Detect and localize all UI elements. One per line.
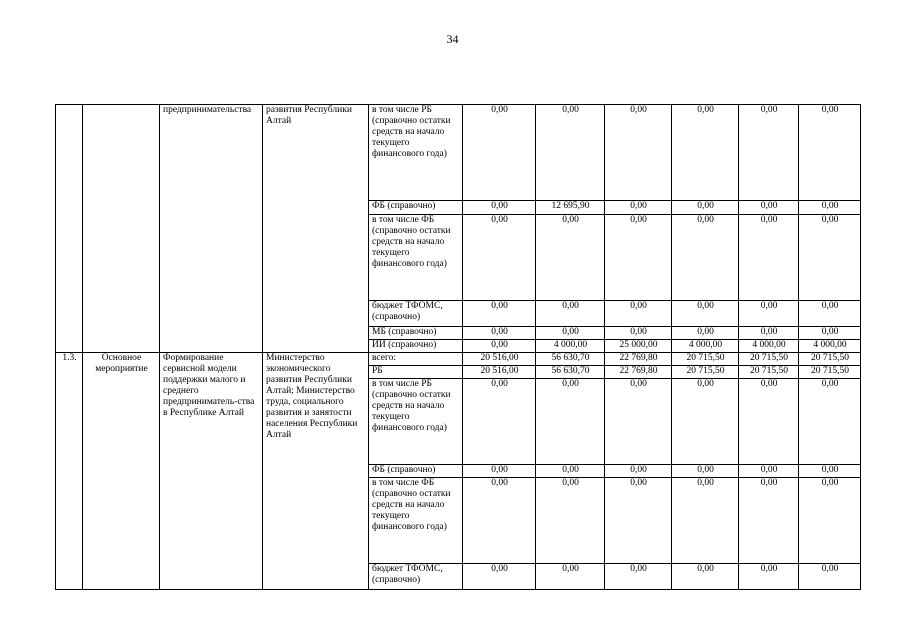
value-cell: 25 000,00 xyxy=(605,340,672,353)
value-cell: 20 715,50 xyxy=(799,353,861,366)
value-cell: 12 695,90 xyxy=(536,201,605,215)
funding-source-cell: МБ (справочно) xyxy=(369,327,463,340)
value-cell: 0,00 xyxy=(536,379,605,465)
value-cell: 0,00 xyxy=(739,379,799,465)
value-cell: 0,00 xyxy=(463,340,536,353)
value-cell: 0,00 xyxy=(739,465,799,478)
value-cell: 0,00 xyxy=(739,564,799,590)
value-cell: 0,00 xyxy=(799,465,861,478)
value-cell: 0,00 xyxy=(799,564,861,590)
value-cell: 0,00 xyxy=(605,327,672,340)
value-cell: 0,00 xyxy=(672,379,739,465)
funding-source-cell: ФБ (справочно) xyxy=(369,465,463,478)
value-cell: 20 715,50 xyxy=(799,366,861,379)
value-cell: 0,00 xyxy=(799,379,861,465)
value-cell: 20 715,50 xyxy=(672,353,739,366)
value-cell: 0,00 xyxy=(536,465,605,478)
value-cell: 0,00 xyxy=(799,327,861,340)
value-cell: 0,00 xyxy=(672,327,739,340)
value-cell: 0,00 xyxy=(536,105,605,201)
value-cell: 0,00 xyxy=(536,327,605,340)
value-cell: 0,00 xyxy=(672,301,739,327)
value-cell: 0,00 xyxy=(739,105,799,201)
value-cell: 0,00 xyxy=(672,215,739,301)
value-cell: 0,00 xyxy=(799,105,861,201)
value-cell: 4 000,00 xyxy=(672,340,739,353)
value-cell: 0,00 xyxy=(605,201,672,215)
value-cell: 22 769,80 xyxy=(605,353,672,366)
measure-name-cell: Формирование сервисной модели поддержки малого и среднего предприниматель-ства в Республике Алтай xyxy=(160,353,263,590)
value-cell: 0,00 xyxy=(463,327,536,340)
value-cell: 4 000,00 xyxy=(799,340,861,353)
value-cell: 0,00 xyxy=(605,215,672,301)
funding-source-cell: в том числе РБ (справочно остатки средств на начало текущего финансового года) xyxy=(369,105,463,201)
value-cell: 0,00 xyxy=(739,201,799,215)
funding-source-cell: бюджет ТФОМС, (справочно) xyxy=(369,301,463,327)
page-number: 34 xyxy=(446,32,459,46)
value-cell: 0,00 xyxy=(799,215,861,301)
value-cell: 0,00 xyxy=(739,478,799,564)
value-cell: 0,00 xyxy=(463,465,536,478)
value-cell: 0,00 xyxy=(463,201,536,215)
measure-type-cell: Основное мероприятие xyxy=(83,353,160,590)
value-cell: 4 000,00 xyxy=(536,340,605,353)
value-cell: 0,00 xyxy=(672,478,739,564)
funding-source-cell: в том числе ФБ (справочно остатки средств на начало текущего финансового года) xyxy=(369,215,463,301)
value-cell: 0,00 xyxy=(463,301,536,327)
value-cell: 0,00 xyxy=(605,465,672,478)
value-cell: 0,00 xyxy=(605,564,672,590)
value-cell: 20 715,50 xyxy=(739,366,799,379)
measure-number-cell: 1.3. xyxy=(56,353,83,590)
funding-source-cell: в том числе РБ (справочно остатки средств на начало текущего финансового года) xyxy=(369,379,463,465)
value-cell: 0,00 xyxy=(739,327,799,340)
value-cell: 20 516,00 xyxy=(463,353,536,366)
funding-source-cell: всего: xyxy=(369,353,463,366)
measure-number-cell xyxy=(56,105,83,353)
value-cell: 56 630,70 xyxy=(536,366,605,379)
value-cell: 0,00 xyxy=(739,215,799,301)
table-row xyxy=(56,353,861,366)
value-cell: 0,00 xyxy=(463,105,536,201)
value-cell: 20 715,50 xyxy=(739,353,799,366)
funding-source-cell: в том числе ФБ (справочно остатки средств на начало текущего финансового года) xyxy=(369,478,463,564)
value-cell: 4 000,00 xyxy=(739,340,799,353)
funding-table xyxy=(55,104,861,590)
value-cell: 20 516,00 xyxy=(463,366,536,379)
value-cell: 0,00 xyxy=(605,379,672,465)
value-cell: 0,00 xyxy=(605,478,672,564)
value-cell: 0,00 xyxy=(536,215,605,301)
value-cell: 0,00 xyxy=(463,478,536,564)
value-cell: 0,00 xyxy=(605,105,672,201)
value-cell: 0,00 xyxy=(739,301,799,327)
value-cell: 22 769,80 xyxy=(605,366,672,379)
table-row xyxy=(56,105,861,201)
value-cell: 20 715,50 xyxy=(672,366,739,379)
value-cell: 0,00 xyxy=(463,215,536,301)
funding-source-cell: ФБ (справочно) xyxy=(369,201,463,215)
value-cell: 0,00 xyxy=(672,564,739,590)
value-cell: 0,00 xyxy=(672,105,739,201)
value-cell: 0,00 xyxy=(463,379,536,465)
funding-source-cell: бюджет ТФОМС, (справочно) xyxy=(369,564,463,590)
funding-source-cell: ИИ (справочно) xyxy=(369,340,463,353)
value-cell: 0,00 xyxy=(672,465,739,478)
measure-name-cell: предпринимательства xyxy=(160,105,263,353)
value-cell: 0,00 xyxy=(605,301,672,327)
value-cell: 0,00 xyxy=(536,564,605,590)
value-cell: 56 630,70 xyxy=(536,353,605,366)
value-cell: 0,00 xyxy=(463,564,536,590)
executor-cell: Министерство экономического развития Республики Алтай; Министерство труда, социального развития и занятости населения Республики Алтай xyxy=(263,353,369,590)
value-cell: 0,00 xyxy=(799,301,861,327)
funding-source-cell: РБ xyxy=(369,366,463,379)
value-cell: 0,00 xyxy=(799,201,861,215)
value-cell: 0,00 xyxy=(799,478,861,564)
measure-type-cell xyxy=(83,105,160,353)
value-cell: 0,00 xyxy=(536,301,605,327)
value-cell: 0,00 xyxy=(672,201,739,215)
executor-cell: развития Республики Алтай xyxy=(263,105,369,353)
value-cell: 0,00 xyxy=(536,478,605,564)
